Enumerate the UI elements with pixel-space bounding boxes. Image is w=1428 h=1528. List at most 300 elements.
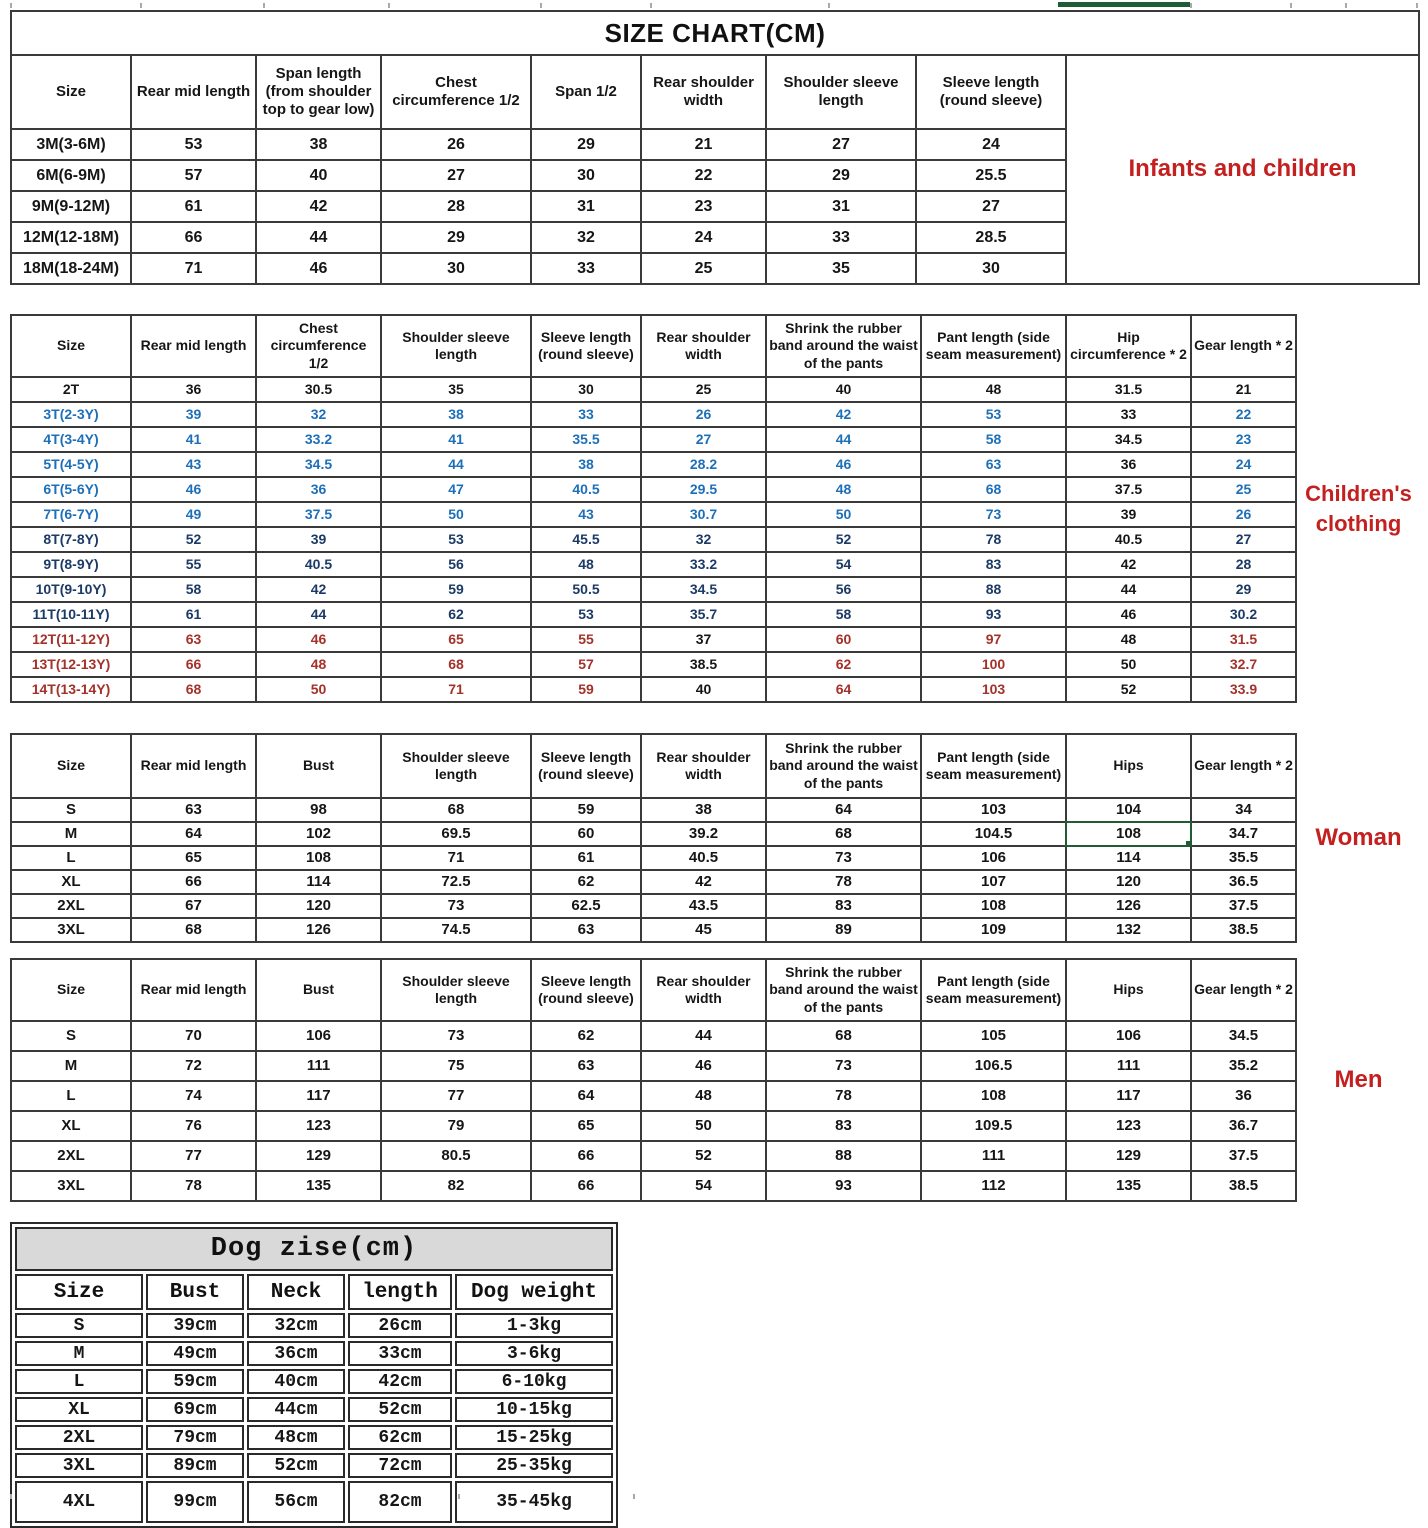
size-chart-title: SIZE CHART(CM): [10, 10, 1420, 54]
row-size-label: 2XL: [15, 1425, 143, 1450]
table-cell: 33.9: [1191, 677, 1296, 702]
table-cell: 63: [531, 918, 641, 942]
table-cell: 68: [766, 1021, 921, 1051]
row-size-label: 3M(3-6M): [11, 129, 131, 160]
table-cell: 34.5: [1191, 1021, 1296, 1051]
table-cell: 78: [766, 1081, 921, 1111]
table-cell: 30: [381, 253, 531, 284]
column-header: Size: [11, 315, 131, 377]
table-row: [11, 477, 1296, 502]
row-size-label: 8T(7-8Y): [11, 527, 131, 552]
column-header: Size: [15, 1274, 143, 1310]
row-size-label: 12M(12-18M): [11, 222, 131, 253]
table-cell: 29: [381, 222, 531, 253]
table-cell: 44: [256, 222, 381, 253]
table-cell: 57: [531, 652, 641, 677]
table-cell: 120: [256, 894, 381, 918]
table-cell: 47: [381, 477, 531, 502]
table-cell: 103: [921, 798, 1066, 822]
row-size-label: XL: [15, 1397, 143, 1422]
table-cell: 55: [131, 552, 256, 577]
column-header: Rear shoulder width: [641, 959, 766, 1021]
row-size-label: 3XL: [11, 1171, 131, 1201]
table-cell: 34.5: [1066, 427, 1191, 452]
table-cell: 22: [1191, 402, 1296, 427]
table-cell: 28.5: [916, 222, 1066, 253]
table-cell: 108: [921, 894, 1066, 918]
table-cell: 66: [531, 1141, 641, 1171]
table-cell: 33: [531, 402, 641, 427]
table-cell: 26cm: [348, 1313, 452, 1338]
table-row: [11, 918, 1296, 942]
table-cell: 62: [381, 602, 531, 627]
table-row: [11, 846, 1296, 870]
header-row: [11, 315, 1296, 377]
table-cell: 126: [1066, 894, 1191, 918]
table-cell: 56: [381, 552, 531, 577]
table-cell: 30.2: [1191, 602, 1296, 627]
table-cell: 72.5: [381, 870, 531, 894]
table-cell: 31: [766, 191, 916, 222]
table-cell: 53: [921, 402, 1066, 427]
table-cell: 56: [766, 577, 921, 602]
table-cell: 72: [131, 1051, 256, 1081]
table-cell: 35.5: [1191, 846, 1296, 870]
table-cell: 99cm: [146, 1481, 244, 1523]
column-header: Chest circumference 1/2: [256, 315, 381, 377]
table-cell: 68: [381, 798, 531, 822]
column-header: Gear length * 2: [1191, 315, 1296, 377]
table-cell: 114: [256, 870, 381, 894]
table-cell: 114: [1066, 846, 1191, 870]
table-cell: 43: [531, 502, 641, 527]
table-cell: 44: [256, 602, 381, 627]
table-cell: 52: [1066, 677, 1191, 702]
table-cell: 52: [766, 527, 921, 552]
table-cell: 108: [256, 846, 381, 870]
table-cell: 44: [766, 427, 921, 452]
table-cell: 100: [921, 652, 1066, 677]
row-size-label: 10T(9-10Y): [11, 577, 131, 602]
table-row: [11, 1081, 1296, 1111]
table-cell: 58: [921, 427, 1066, 452]
table-cell: 38: [381, 402, 531, 427]
table-cell: 105: [921, 1021, 1066, 1051]
table-cell: 44cm: [247, 1397, 345, 1422]
table-cell: 28: [1191, 552, 1296, 577]
table-row: [11, 822, 1296, 846]
table-cell: 77: [381, 1081, 531, 1111]
table-cell: 38: [531, 452, 641, 477]
row-size-label: M: [11, 822, 131, 846]
table-cell: 66: [131, 870, 256, 894]
row-size-label: 3XL: [15, 1453, 143, 1478]
row-size-label: 2XL: [11, 1141, 131, 1171]
table-cell: 135: [1066, 1171, 1191, 1201]
row-size-label: 4T(3-4Y): [11, 427, 131, 452]
table-cell: 33: [1066, 402, 1191, 427]
table-cell: 27: [916, 191, 1066, 222]
table-cell: 23: [641, 191, 766, 222]
table-cell: 62cm: [348, 1425, 452, 1450]
table-cell: 104: [1066, 798, 1191, 822]
grid-tick: [1416, 3, 1418, 8]
table-cell: 68: [131, 918, 256, 942]
grid-tick: [1345, 3, 1347, 8]
table-cell: 66: [131, 222, 256, 253]
table-cell: 25: [641, 253, 766, 284]
table-cell: 66: [531, 1171, 641, 1201]
table-cell: 106.5: [921, 1051, 1066, 1081]
table-cell: 44: [641, 1021, 766, 1051]
table-row: [11, 191, 1066, 222]
table-cell: 48: [766, 477, 921, 502]
grid-tick: [1190, 3, 1192, 8]
row-size-label: S: [11, 798, 131, 822]
table-row: [15, 1453, 613, 1478]
table-cell: 82: [381, 1171, 531, 1201]
table-cell: 70: [131, 1021, 256, 1051]
table-cell: 64: [531, 1081, 641, 1111]
table-cell: 28: [381, 191, 531, 222]
table-cell: 41: [131, 427, 256, 452]
table-cell: 36: [256, 477, 381, 502]
table-cell: 63: [531, 1051, 641, 1081]
table-cell: 43: [131, 452, 256, 477]
column-header: Hips: [1066, 959, 1191, 1021]
table-cell: 28.2: [641, 452, 766, 477]
grid-tick: [458, 1494, 460, 1499]
table-cell: 62: [766, 652, 921, 677]
table-row: [11, 577, 1296, 602]
table-cell: 38: [256, 129, 381, 160]
column-header: Span 1/2: [531, 55, 641, 129]
table-cell: 74: [131, 1081, 256, 1111]
table-row: [15, 1313, 613, 1338]
table-cell: 26: [381, 129, 531, 160]
table-cell: 27: [766, 129, 916, 160]
table-cell: 82cm: [348, 1481, 452, 1523]
row-size-label: 13T(12-13Y): [11, 652, 131, 677]
row-size-label: 18M(18-24M): [11, 253, 131, 284]
column-header: Shoulder sleeve length: [766, 55, 916, 129]
table-row: [11, 222, 1066, 253]
row-size-label: 9T(8-9Y): [11, 552, 131, 577]
table-cell: 78: [766, 870, 921, 894]
table-cell: 112: [921, 1171, 1066, 1201]
table-cell: 61: [131, 191, 256, 222]
table-cell: 123: [256, 1111, 381, 1141]
grid-tick: [10, 3, 12, 8]
table-cell: 52: [131, 527, 256, 552]
table-cell: 39: [1066, 502, 1191, 527]
table-cell: 60: [531, 822, 641, 846]
table-cell: 50: [256, 677, 381, 702]
header-row: [11, 734, 1296, 798]
column-header: Shrink the rubber band around the waist of the pants: [766, 734, 921, 798]
row-size-label: XL: [11, 870, 131, 894]
table-cell: 42cm: [348, 1369, 452, 1394]
row-size-label: S: [15, 1313, 143, 1338]
table-cell: 37.5: [1191, 1141, 1296, 1171]
table-cell: 30: [916, 253, 1066, 284]
table-cell: 35: [381, 377, 531, 402]
header-row: [11, 959, 1296, 1021]
row-size-label: 12T(11-12Y): [11, 627, 131, 652]
table-cell: 54: [641, 1171, 766, 1201]
column-header: Shoulder sleeve length: [381, 734, 531, 798]
table-cell: 60: [766, 627, 921, 652]
row-size-label: 3T(2-3Y): [11, 402, 131, 427]
table-row: [11, 1111, 1296, 1141]
table-cell: 42: [641, 870, 766, 894]
table-cell: 71: [131, 253, 256, 284]
table-row: [11, 129, 1066, 160]
table-cell: 69.5: [381, 822, 531, 846]
table-cell: 63: [131, 627, 256, 652]
table-cell: 29: [531, 129, 641, 160]
table-cell: 34.5: [641, 577, 766, 602]
table-cell: 40.5: [641, 846, 766, 870]
table-cell: 25-35kg: [455, 1453, 613, 1478]
table-cell: 31.5: [1066, 377, 1191, 402]
table-cell: 65: [131, 846, 256, 870]
table-cell: 39: [131, 402, 256, 427]
row-size-label: 14T(13-14Y): [11, 677, 131, 702]
table-cell: 33.2: [256, 427, 381, 452]
table-cell: 46: [1066, 602, 1191, 627]
table-cell: 40.5: [256, 552, 381, 577]
table-cell: 50: [766, 502, 921, 527]
table-cell: 61: [131, 602, 256, 627]
table-cell: 106: [256, 1021, 381, 1051]
column-header: Sleeve length (round sleeve): [916, 55, 1066, 129]
table-cell: 34: [1191, 798, 1296, 822]
table-cell: 109.5: [921, 1111, 1066, 1141]
table-row: [11, 652, 1296, 677]
column-header: Bust: [146, 1274, 244, 1310]
table-cell: 78: [131, 1171, 256, 1201]
children-section: [10, 314, 1420, 703]
table-cell: 37.5: [1066, 477, 1191, 502]
table-cell: 111: [1066, 1051, 1191, 1081]
table-cell: 135: [256, 1171, 381, 1201]
table-cell: 34.7: [1191, 822, 1296, 846]
table-cell: 71: [381, 677, 531, 702]
table-cell: 123: [1066, 1111, 1191, 1141]
column-header: Dog weight: [455, 1274, 613, 1310]
table-cell: 77: [131, 1141, 256, 1171]
column-header: Neck: [247, 1274, 345, 1310]
table-cell: 88: [766, 1141, 921, 1171]
table-cell: 59: [531, 677, 641, 702]
table-cell: 53: [531, 602, 641, 627]
column-header: Rear shoulder width: [641, 734, 766, 798]
table-cell: 48: [1066, 627, 1191, 652]
table-cell: 69cm: [146, 1397, 244, 1422]
grid-tick: [263, 3, 265, 8]
row-size-label: 4XL: [15, 1481, 143, 1523]
table-cell: 40.5: [1066, 527, 1191, 552]
table-cell: 42: [766, 402, 921, 427]
row-size-label: L: [15, 1369, 143, 1394]
table-row: [11, 452, 1296, 477]
table-cell: 46: [641, 1051, 766, 1081]
table-cell: 6-10kg: [455, 1369, 613, 1394]
row-size-label: XL: [11, 1111, 131, 1141]
table-cell: 22: [641, 160, 766, 191]
table-row: [15, 1425, 613, 1450]
table-cell: 111: [256, 1051, 381, 1081]
table-cell: 89: [766, 918, 921, 942]
column-header: length: [348, 1274, 452, 1310]
table-cell: 93: [766, 1171, 921, 1201]
table-cell: 73: [921, 502, 1066, 527]
table-cell: 48cm: [247, 1425, 345, 1450]
table-cell: 52: [641, 1141, 766, 1171]
table-cell: 53: [131, 129, 256, 160]
table-cell: 71: [381, 846, 531, 870]
table-row: [11, 1051, 1296, 1081]
table-cell: 24: [1191, 452, 1296, 477]
table-cell: 73: [766, 846, 921, 870]
row-size-label: 3XL: [11, 918, 131, 942]
table-cell: 24: [641, 222, 766, 253]
grid-tick: [828, 3, 830, 8]
table-row: [11, 677, 1296, 702]
table-cell: 37: [641, 627, 766, 652]
table-cell: 39: [256, 527, 381, 552]
column-header: Size: [11, 734, 131, 798]
table-cell: 10-15kg: [455, 1397, 613, 1422]
header-row: [11, 55, 1066, 129]
table-cell: 64: [766, 798, 921, 822]
table-cell: 72cm: [348, 1453, 452, 1478]
table-cell: 26: [641, 402, 766, 427]
table-row: [11, 627, 1296, 652]
table-cell: 36.5: [1191, 870, 1296, 894]
table-cell: 35: [766, 253, 916, 284]
table-cell: 65: [531, 1111, 641, 1141]
table-cell: 129: [256, 1141, 381, 1171]
table-cell: 68: [131, 677, 256, 702]
table-cell: 29: [766, 160, 916, 191]
table-cell: 32.7: [1191, 652, 1296, 677]
grid-tick: [388, 3, 390, 8]
table-cell: 46: [766, 452, 921, 477]
table-cell: 23: [1191, 427, 1296, 452]
table-row: [11, 253, 1066, 284]
column-header: Rear mid length: [131, 315, 256, 377]
table-row: [11, 527, 1296, 552]
table-cell: 79cm: [146, 1425, 244, 1450]
table-cell: 46: [131, 477, 256, 502]
table-cell: 21: [1191, 377, 1296, 402]
table-cell: 36.7: [1191, 1111, 1296, 1141]
header-row: [15, 1274, 613, 1310]
table-cell: 63: [131, 798, 256, 822]
table-row: [11, 798, 1296, 822]
table-cell: 83: [921, 552, 1066, 577]
table-cell: 26: [1191, 502, 1296, 527]
grid-tick: [10, 1494, 12, 1499]
table-cell: 41: [381, 427, 531, 452]
column-header: Bust: [256, 734, 381, 798]
dog-table-title: Dog zise(cm): [15, 1227, 613, 1271]
table-cell: 106: [1066, 1021, 1191, 1051]
table-cell: 49cm: [146, 1341, 244, 1366]
column-header: Shoulder sleeve length: [381, 959, 531, 1021]
table-cell: 38: [641, 798, 766, 822]
table-row: [11, 1141, 1296, 1171]
row-size-label: 2T: [11, 377, 131, 402]
table-cell: 32: [256, 402, 381, 427]
table-cell: 34.5: [256, 452, 381, 477]
table-row: [11, 602, 1296, 627]
table-cell: 45.5: [531, 527, 641, 552]
table-cell: 103: [921, 677, 1066, 702]
grid-tick: [540, 3, 542, 8]
table-row: [15, 1481, 613, 1523]
table-cell: 46: [256, 627, 381, 652]
row-size-label: 9M(9-12M): [11, 191, 131, 222]
table-cell: 59cm: [146, 1369, 244, 1394]
table-cell: 50.5: [531, 577, 641, 602]
table-cell: 66: [131, 652, 256, 677]
table-cell: 73: [381, 1021, 531, 1051]
table-cell: 52cm: [348, 1397, 452, 1422]
table-cell: 25: [641, 377, 766, 402]
table-row: [11, 377, 1296, 402]
table-cell: 44: [1066, 577, 1191, 602]
table-row: [15, 1341, 613, 1366]
table-cell: 35.7: [641, 602, 766, 627]
table-cell: 35.5: [531, 427, 641, 452]
column-header: Sleeve length (round sleeve): [531, 315, 641, 377]
table-cell: 36: [1066, 452, 1191, 477]
table-cell: 58: [131, 577, 256, 602]
table-cell: 111: [921, 1141, 1066, 1171]
table-cell: 62: [531, 870, 641, 894]
row-size-label: M: [11, 1051, 131, 1081]
table-cell: 61: [531, 846, 641, 870]
table-cell: 37.5: [1191, 894, 1296, 918]
table-cell: 38.5: [1191, 918, 1296, 942]
table-cell: 93: [921, 602, 1066, 627]
table-cell: 24: [916, 129, 1066, 160]
grid-tick: [633, 1494, 635, 1499]
table-cell: 40: [766, 377, 921, 402]
men-section: [10, 958, 1420, 1202]
table-cell: 98: [256, 798, 381, 822]
row-size-label: 11T(10-11Y): [11, 602, 131, 627]
table-cell: 27: [381, 160, 531, 191]
column-header: Pant length (side seam measurement): [921, 959, 1066, 1021]
table-cell: 97: [921, 627, 1066, 652]
table-cell: 48: [256, 652, 381, 677]
table-cell: 50: [641, 1111, 766, 1141]
table-cell: 73: [766, 1051, 921, 1081]
table-cell: 30: [531, 377, 641, 402]
table-cell: 62: [531, 1021, 641, 1051]
table-row: [11, 402, 1296, 427]
table-cell: 32cm: [247, 1313, 345, 1338]
table-cell: 62.5: [531, 894, 641, 918]
table-cell: 30.5: [256, 377, 381, 402]
column-header: Shrink the rubber band around the waist of the pants: [766, 959, 921, 1021]
table-cell: 106: [921, 846, 1066, 870]
table-cell: 57: [131, 160, 256, 191]
